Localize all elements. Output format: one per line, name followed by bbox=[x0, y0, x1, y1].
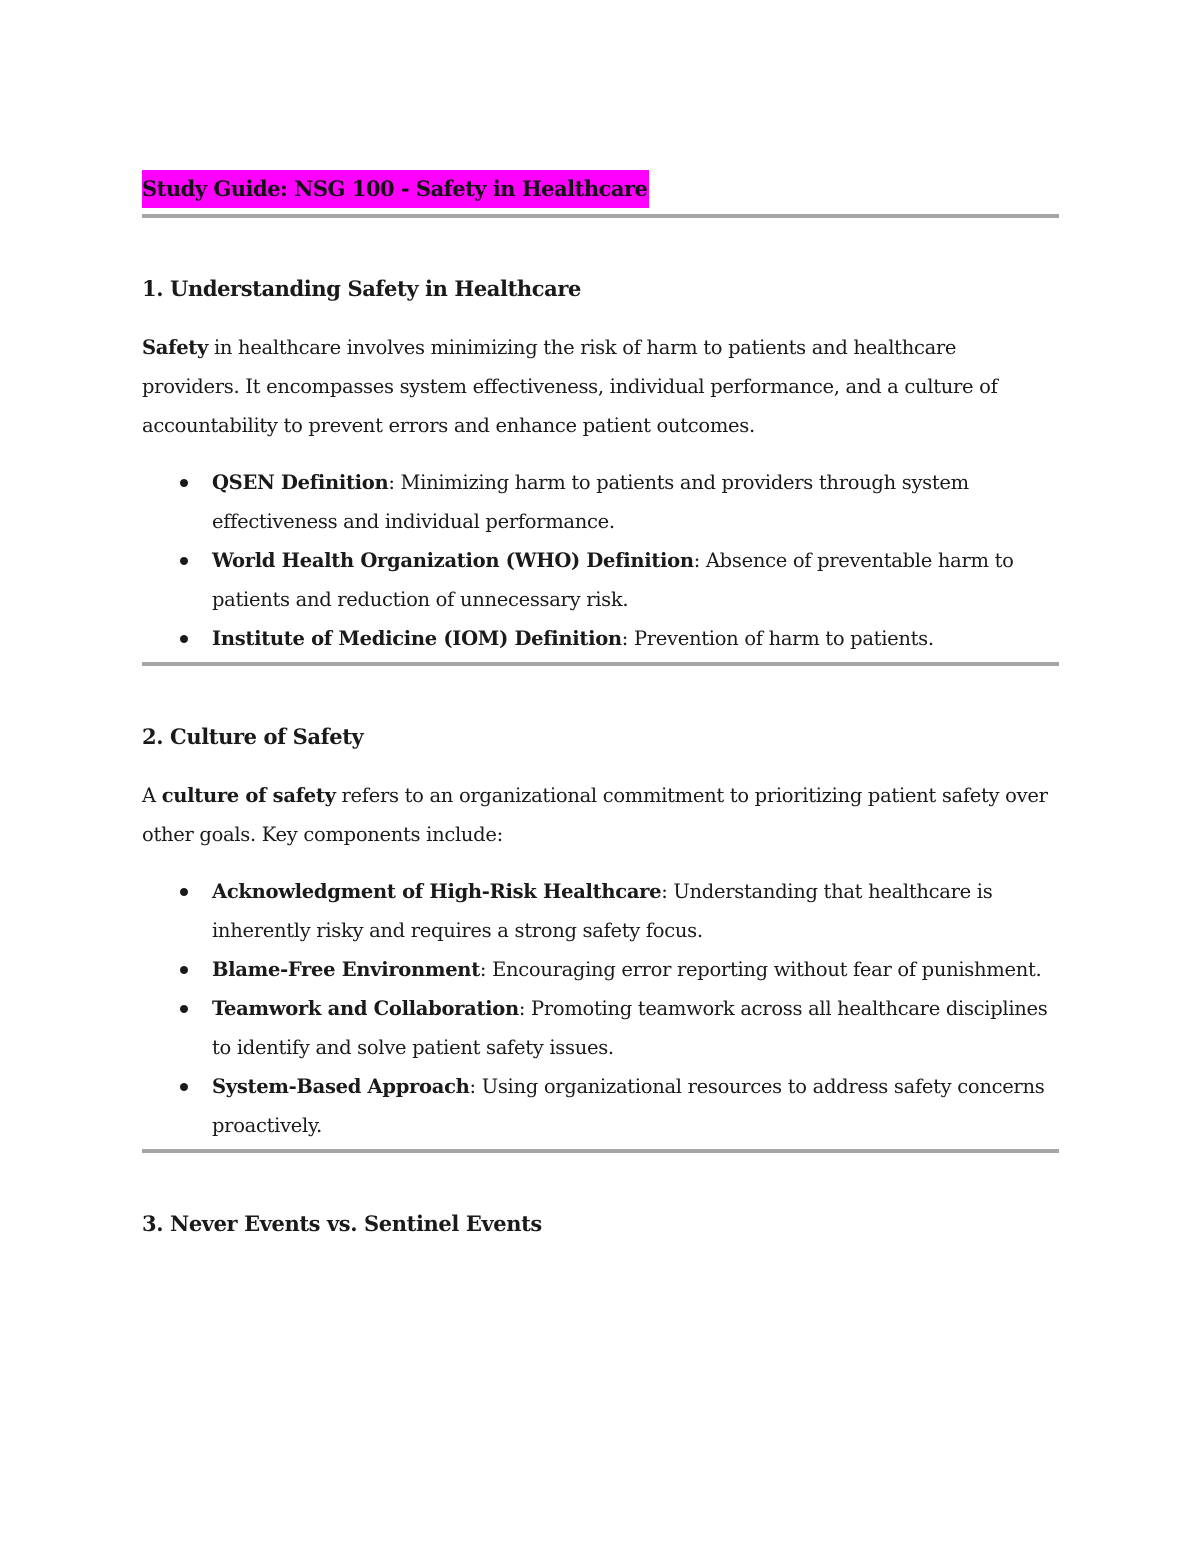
bullet-text: : Encouraging error reporting without fear of punishment. bbox=[479, 958, 1042, 981]
section-heading: 1. Understanding Safety in Healthcare bbox=[142, 276, 581, 301]
paragraph-text: A bbox=[142, 784, 162, 807]
list-item bbox=[142, 950, 1059, 989]
bullet-text: : Understanding that healthcare is inherently risky and requires a strong safety focus. bbox=[212, 880, 993, 942]
document-title: Study Guide: NSG 100 - Safety in Healthcare bbox=[142, 170, 649, 208]
bullet-term: World Health Organization (WHO) Definition bbox=[212, 549, 694, 572]
bullet-list bbox=[142, 463, 1059, 658]
bullet-icon bbox=[180, 557, 188, 565]
section-paragraph bbox=[142, 776, 1059, 854]
bullet-icon bbox=[180, 635, 188, 643]
bullet-term: Teamwork and Collaboration bbox=[212, 997, 519, 1020]
list-item bbox=[142, 463, 1059, 541]
list-item bbox=[142, 619, 1059, 658]
bullet-icon bbox=[180, 479, 188, 487]
divider bbox=[142, 214, 1059, 218]
paragraph-text: refers to an organizational commitment to prioritizing patient safety over other goals. Key components include: bbox=[142, 784, 1048, 846]
bullet-term: Institute of Medicine (IOM) Definition bbox=[212, 627, 622, 650]
list-item bbox=[142, 541, 1059, 619]
bullet-icon bbox=[180, 1083, 188, 1091]
bold-term: culture of safety bbox=[161, 784, 336, 807]
section-understanding-safety bbox=[142, 274, 1059, 658]
list-item bbox=[142, 872, 1059, 950]
bullet-text: : Promoting teamwork across all healthcare disciplines to identify and solve patient safety issues. bbox=[212, 997, 1048, 1059]
list-item bbox=[142, 989, 1059, 1067]
bullet-text: : Prevention of harm to patients. bbox=[621, 627, 934, 650]
bullet-icon bbox=[180, 966, 188, 974]
bullet-text: : Using organizational resources to address safety concerns proactively. bbox=[212, 1075, 1045, 1137]
bullet-list bbox=[142, 872, 1059, 1145]
divider bbox=[142, 662, 1059, 666]
document-content bbox=[142, 170, 1059, 1239]
bold-term: Safety bbox=[142, 336, 209, 359]
bullet-icon bbox=[180, 1005, 188, 1013]
paragraph-text: in healthcare involves minimizing the risk of harm to patients and healthcare providers. It encompasses system effectiveness, individual performance, and a culture of accountability to prevent errors and enhance patient outcomes. bbox=[142, 336, 998, 437]
section-heading: 3. Never Events vs. Sentinel Events bbox=[142, 1211, 542, 1236]
divider bbox=[142, 1149, 1059, 1153]
section-culture-of-safety bbox=[142, 722, 1059, 1145]
list-item bbox=[142, 1067, 1059, 1145]
section-heading: 2. Culture of Safety bbox=[142, 724, 364, 749]
bullet-term: System-Based Approach bbox=[212, 1075, 470, 1098]
bullet-text: : Absence of preventable harm to patients and reduction of unnecessary risk. bbox=[212, 549, 1014, 611]
bullet-text: : Minimizing harm to patients and providers through system effectiveness and individual performance. bbox=[212, 471, 969, 533]
bullet-icon bbox=[180, 888, 188, 896]
bullet-term: QSEN Definition bbox=[212, 471, 389, 494]
section-never-vs-sentinel bbox=[142, 1209, 1059, 1239]
title-block bbox=[142, 170, 1059, 210]
bullet-term: Acknowledgment of High-Risk Healthcare bbox=[212, 880, 662, 903]
bullet-term: Blame-Free Environment bbox=[212, 958, 480, 981]
section-paragraph bbox=[142, 328, 1059, 445]
